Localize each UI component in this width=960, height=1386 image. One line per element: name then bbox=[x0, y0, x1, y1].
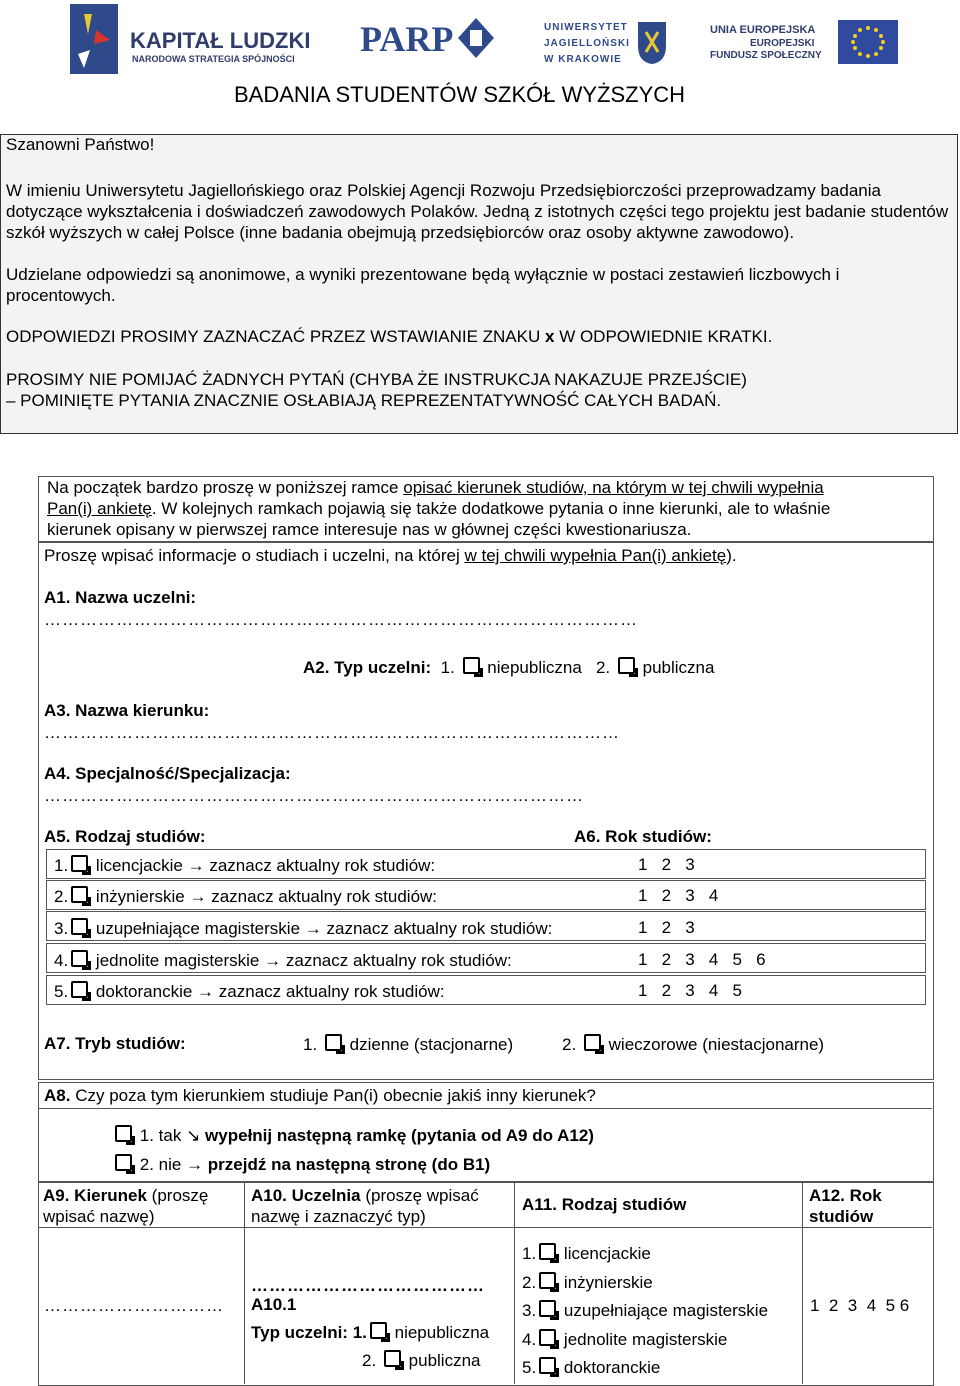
a11-option5-checkbox[interactable] bbox=[539, 1357, 556, 1374]
a8-option1-instruction: wypełnij następną ramkę (pytania od A9 do A12) bbox=[205, 1126, 594, 1145]
a2-question bbox=[303, 657, 714, 678]
logo-ue bbox=[710, 20, 900, 70]
a11-option4-label: jednolite magisterskie bbox=[563, 1329, 728, 1349]
a11-option: 5. doktoranckie bbox=[522, 1358, 661, 1377]
row4-label: jednolite magisterskie bbox=[95, 951, 260, 970]
row2-instruction: zaznacz aktualny rok studiów: bbox=[211, 887, 438, 906]
a11-option2-checkbox[interactable] bbox=[539, 1272, 556, 1289]
a11-option4-checkbox[interactable] bbox=[539, 1329, 556, 1346]
a8-divider bbox=[38, 1108, 932, 1109]
a7-option1-number: 1. bbox=[303, 1035, 318, 1054]
row1-instruction: zaznacz aktualny rok studiów: bbox=[209, 856, 436, 875]
row3-years[interactable]: 1 2 3 bbox=[638, 918, 695, 937]
row5-label: doktoranckie bbox=[95, 982, 193, 1001]
kapital-ludzki-emblem-icon bbox=[70, 4, 120, 76]
row1-years[interactable]: 1 2 3 bbox=[638, 855, 695, 874]
a7-option1-label: dzienne (stacjonarne) bbox=[349, 1035, 514, 1054]
a3-label-text: A3. Nazwa kierunku: bbox=[44, 701, 210, 720]
a10-input-dots: ………………………………… bbox=[251, 1276, 485, 1295]
intro-p3-part-a: ODPOWIEDZI PROSIMY ZAZNACZAĆ PRZEZ WSTAWIANIE ZNAKU bbox=[6, 327, 545, 346]
a10-type-label: Typ uczelni: 1. bbox=[251, 1323, 367, 1342]
page-title: BADANIA STUDENTÓW SZKÓŁ WYŻSZYCH bbox=[234, 82, 686, 107]
a7-option2 bbox=[562, 1034, 824, 1055]
a10-option2-checkbox[interactable] bbox=[384, 1350, 401, 1367]
note-part-a: Na początek bardzo proszę w poniższej ramce bbox=[47, 478, 404, 497]
row4-years[interactable]: 1 2 3 4 5 6 bbox=[638, 950, 766, 969]
a6-label bbox=[574, 827, 712, 847]
a11-option1-label: licencjackie bbox=[563, 1244, 651, 1263]
form-instruction bbox=[44, 546, 737, 566]
a2-option1-checkbox[interactable] bbox=[463, 657, 480, 674]
a10-header-bold: A10. Uczelnia bbox=[251, 1186, 361, 1205]
a7-label bbox=[44, 1034, 186, 1054]
a10-header bbox=[251, 1185, 509, 1227]
a12-header bbox=[809, 1185, 919, 1227]
a10-type-option1 bbox=[251, 1322, 489, 1343]
arrow-right-icon: → bbox=[189, 887, 207, 906]
row2-content bbox=[54, 886, 437, 907]
row5-years[interactable]: 1 2 3 4 5 bbox=[638, 981, 742, 1000]
intro-paragraph-4a: PROSIMY NIE POMIJAĆ ŻADNYCH PYTAŃ (CHYBA ŻE INSTRUKCJA NAKAZUJE PRZEJŚCIE) bbox=[6, 370, 747, 389]
a8-option2-label: 2. nie bbox=[139, 1155, 182, 1174]
a11-header-text: A11. Rodzaj studiów bbox=[522, 1195, 687, 1214]
a11-option3-checkbox[interactable] bbox=[539, 1300, 556, 1317]
a8-option1-checkbox[interactable] bbox=[115, 1125, 132, 1142]
a11-option5-label: doktoranckie bbox=[563, 1358, 661, 1377]
ue-line2: EUROPEJSKI bbox=[750, 38, 815, 49]
row3-number: 3. bbox=[54, 919, 69, 938]
arrow-right-icon: → bbox=[186, 1155, 204, 1174]
a11-option2-label: inżynierskie bbox=[563, 1272, 653, 1292]
a11-options bbox=[522, 1240, 768, 1383]
a7-option1 bbox=[303, 1034, 513, 1055]
a10-input[interactable] bbox=[251, 1276, 485, 1296]
row5-content bbox=[54, 981, 445, 1002]
arrow-right-icon: → bbox=[197, 982, 215, 1001]
ue-line3: FUNDUSZ SPOŁECZNY bbox=[710, 50, 822, 61]
row1-content bbox=[54, 855, 435, 876]
logo-uj bbox=[544, 16, 674, 72]
row5-instruction: zaznacz aktualny rok studiów: bbox=[218, 982, 445, 1001]
a3-label bbox=[44, 701, 209, 721]
row1-number: 1. bbox=[54, 856, 69, 875]
a7-label-text: A7. Tryb studiów: bbox=[44, 1034, 186, 1053]
note-part-c: kierunek opisany w pierwszej ramce interesuje nas w głównej części kwestionariusza. bbox=[47, 520, 692, 539]
parp-text: PARP bbox=[360, 19, 454, 59]
greeting: Szanowni Państwo! bbox=[6, 135, 155, 154]
a7-option2-label: wieczorowe (niestacjonarne) bbox=[608, 1035, 825, 1054]
a2-option2-checkbox[interactable] bbox=[618, 657, 635, 674]
note-text bbox=[47, 477, 927, 540]
kapital-ludzki-title: KAPITAŁ LUDZKI bbox=[130, 28, 311, 53]
eu-flag-icon bbox=[838, 20, 898, 64]
form-instr-underline: w tej chwili wypełnia Pan(i) ankietę bbox=[464, 546, 727, 565]
a5-label bbox=[44, 827, 206, 847]
kapital-ludzki-subtitle: NARODOWA STRATEGIA SPÓJNOŚCI bbox=[132, 54, 295, 64]
a8-option1 bbox=[112, 1125, 594, 1146]
row3-instruction: zaznacz aktualny rok studiów: bbox=[326, 919, 553, 938]
a10-header-text: (proszę wpisać nazwę i zaznaczyć typ) bbox=[251, 1186, 479, 1226]
a8-option2 bbox=[112, 1154, 490, 1175]
row1-label: licencjackie bbox=[95, 856, 183, 875]
a11-option3-label: uzupełniające magisterskie bbox=[563, 1301, 769, 1320]
ue-line1: UNIA EUROPEJSKA bbox=[710, 24, 816, 36]
a8-option2-instruction: przejdź na następną stronę (do B1) bbox=[207, 1155, 491, 1174]
a5-label-text: A5. Rodzaj studiów: bbox=[44, 827, 206, 846]
a11-option1-checkbox[interactable] bbox=[539, 1243, 556, 1260]
table-col-divider-2 bbox=[514, 1182, 515, 1384]
arrow-right-icon: → bbox=[304, 919, 322, 938]
row5-checkbox[interactable] bbox=[71, 981, 88, 998]
note-underline-1: opisać kierunek studiów, na którym w tej chwili wypełnia bbox=[403, 478, 824, 497]
arrow-right-icon: → bbox=[264, 951, 282, 970]
a8-question-text: Czy poza tym kierunkiem studiuje Pan(i) obecnie jakiś inny kierunek? bbox=[70, 1086, 596, 1105]
a2-label: A2. Typ uczelni: bbox=[303, 658, 432, 677]
row3-content bbox=[54, 918, 552, 939]
a4-label bbox=[44, 764, 291, 784]
row3-checkbox[interactable] bbox=[71, 918, 88, 935]
row2-years[interactable]: 1 2 3 4 bbox=[638, 886, 719, 905]
arrow-down-right-icon: ↘ bbox=[186, 1126, 201, 1145]
a7-option2-number: 2. bbox=[562, 1035, 577, 1054]
intro-p3-x: x bbox=[545, 327, 555, 346]
intro-paragraph-4b: – POMINIĘTE PYTANIA ZNACZNIE OSŁABIAJĄ REPREZENTATYWNOŚĆ CAŁYCH BADAŃ. bbox=[6, 391, 722, 410]
a7-option1-checkbox[interactable] bbox=[325, 1034, 342, 1051]
a8-label: A8. bbox=[44, 1086, 71, 1105]
table-col-divider-3 bbox=[802, 1182, 803, 1384]
a7-option2-checkbox[interactable] bbox=[584, 1034, 601, 1051]
a11-option: 3. uzupełniające magisterskie bbox=[522, 1301, 769, 1320]
a4-label-text: A4. Specjalność/Specjalizacja: bbox=[44, 764, 291, 783]
a9-header-text: (proszę wpisać nazwę) bbox=[43, 1186, 209, 1226]
a11-header bbox=[522, 1195, 686, 1215]
a3-input[interactable]: …………………………………………………………………………………… bbox=[44, 723, 620, 742]
a11-option: 2. inżynierskie bbox=[522, 1272, 653, 1292]
note-underline-2: Pan(i) ankietę bbox=[47, 499, 152, 518]
row4-instruction: zaznacz aktualny rok studiów: bbox=[285, 951, 512, 970]
uj-line2: JAGIELLOŃSKI bbox=[544, 38, 630, 49]
row2-number: 2. bbox=[54, 887, 69, 906]
a10-1-text: A10.1 bbox=[251, 1295, 297, 1314]
a10-option2-number: 2. bbox=[362, 1351, 377, 1370]
arrow-right-icon: → bbox=[187, 856, 205, 875]
a10-option2-label: publiczna bbox=[408, 1351, 481, 1370]
uj-line1: UNIWERSYTET bbox=[544, 22, 628, 33]
uj-line3: W KRAKOWIE bbox=[544, 54, 622, 65]
a8-option1-label: 1. tak bbox=[139, 1126, 182, 1145]
a10-1-label bbox=[251, 1295, 296, 1315]
a2-option2-label: publiczna bbox=[642, 658, 715, 677]
a1-label-text: A1. Nazwa uczelni: bbox=[44, 588, 197, 607]
row4-content bbox=[54, 950, 512, 971]
row4-checkbox[interactable] bbox=[71, 950, 88, 967]
a1-input[interactable]: ……………………………………………………………………………………… bbox=[44, 610, 638, 629]
a12-header-text: A12. Rok studiów bbox=[809, 1186, 882, 1226]
a11-option: 1. licencjackie bbox=[522, 1244, 651, 1263]
a2-option1-number: 1. bbox=[440, 658, 455, 677]
form-instr-text: Proszę wpisać informacje o studiach i uczelni, na której bbox=[44, 546, 465, 565]
a8-question bbox=[44, 1086, 596, 1106]
a9-header bbox=[43, 1185, 239, 1227]
row1-checkbox[interactable] bbox=[71, 855, 88, 872]
a8-option2-checkbox[interactable] bbox=[115, 1154, 132, 1171]
a9-header-bold: A9. Kierunek bbox=[43, 1186, 147, 1205]
a2-option2-number: 2. bbox=[595, 658, 611, 677]
form-instr-end: ). bbox=[726, 546, 737, 565]
a12-years[interactable]: 1 2 3 4 5 6 bbox=[810, 1296, 910, 1315]
row2-label: inżynierskie bbox=[95, 887, 185, 906]
row4-number: 4. bbox=[54, 951, 69, 970]
intro-paragraph-2: Udzielane odpowiedzi są anonimowe, a wyniki prezentowane będą wyłącznie w postaci zestawień liczbowych i procentowych. bbox=[6, 265, 840, 305]
a6-label-text: A6. Rok studiów: bbox=[574, 827, 712, 846]
a11-option: 4. jednolite magisterskie bbox=[522, 1329, 728, 1349]
logo-parp bbox=[360, 16, 500, 66]
a10-type-option2 bbox=[362, 1350, 480, 1371]
parp-emblem-icon bbox=[456, 16, 496, 60]
row2-checkbox[interactable] bbox=[71, 886, 88, 903]
intro-paragraph-1: W imieniu Uniwersytetu Jagiellońskiego oraz Polskiej Agencji Rozwoju Przedsiębiorczości przeprowadzamy badania dotyczące wykształcenia i doświadczeń zawodowych Polaków. Jedną z istotnych części tego projektu jest badanie studentów szkół wyższych w całej Polsce (inne badania obejmują przedsiębiorców oraz osoby aktywne zawodowo). bbox=[6, 181, 949, 242]
row5-number: 5. bbox=[54, 982, 69, 1001]
logo-kapital-ludzki bbox=[70, 4, 320, 76]
a10-option1-label: niepubliczna bbox=[394, 1323, 490, 1342]
a4-input[interactable]: ……………………………………………………………………………… bbox=[44, 786, 584, 805]
table-col-divider-1 bbox=[244, 1182, 245, 1384]
a1-label bbox=[44, 588, 196, 608]
note-part-b: . W kolejnych ramkach pojawią się także dodatkowe pytania o inne kierunki, ale to właśnie bbox=[151, 499, 831, 518]
intro-p3-part-b: W ODPOWIEDNIE KRATKI. bbox=[554, 327, 773, 346]
a2-option1-label: niepubliczna bbox=[487, 658, 582, 677]
a9-input[interactable]: ………………………… bbox=[44, 1296, 224, 1315]
row3-label: uzupełniające magisterskie bbox=[95, 919, 301, 938]
uj-crest-icon bbox=[636, 18, 668, 66]
table-header-divider bbox=[38, 1227, 932, 1228]
a10-option1-checkbox[interactable] bbox=[370, 1322, 387, 1339]
intro-paragraph-3 bbox=[6, 327, 772, 347]
